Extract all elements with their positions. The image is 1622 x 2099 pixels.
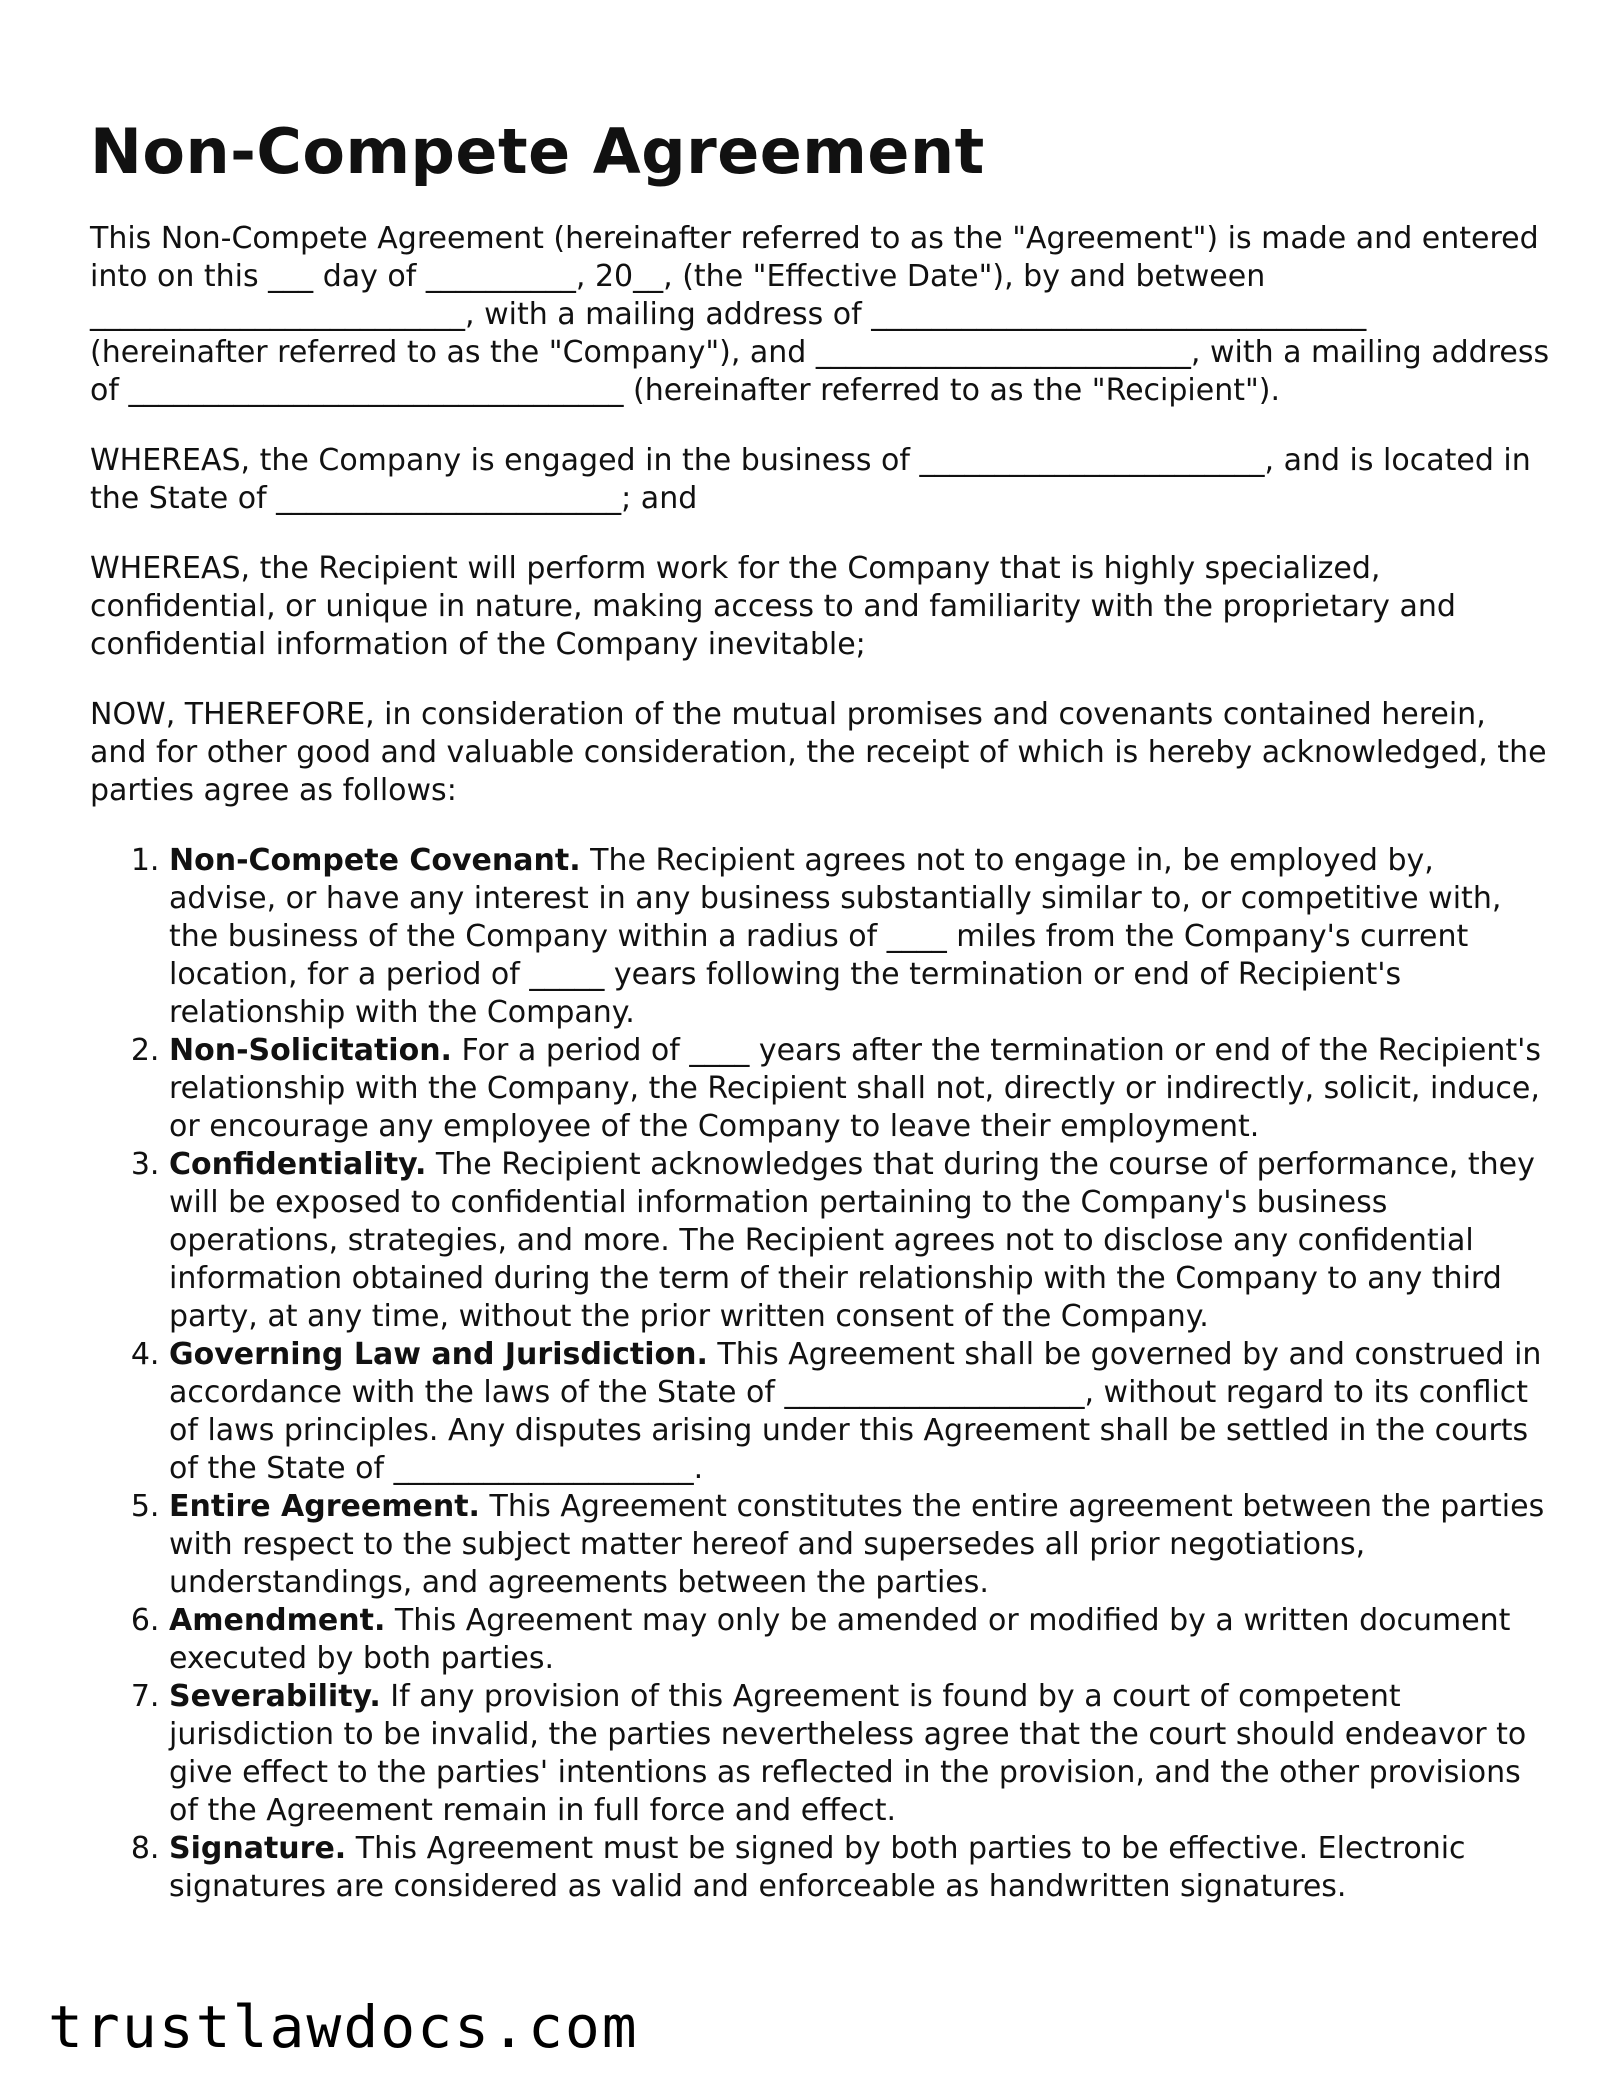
clause-item [169, 1488, 1550, 1602]
clause-item [169, 1336, 1550, 1488]
clause-heading: Governing Law and Jurisdiction. [169, 1337, 708, 1372]
clause-text: If any provision of this Agreement is found by a court of competent jurisdiction to be invalid, the parties nevertheless agree that the court should endeavor to give effect to the parties' intentions as reflected in the provision, and the other provisions of the Agreement remain in full force and effect. [169, 1679, 1527, 1828]
clause-text: The Recipient acknowledges that during the course of performance, they will be exposed to confidential information pertaining to the Company's business operations, strategies, and more. The Recipient agrees not to disclose any confidential information obtained during the term of their relationship with the Company to any third party, at any time, without the prior written consent of the Company. [169, 1147, 1535, 1334]
clause-heading: Amendment. [169, 1603, 386, 1638]
clause-heading: Non-Solicitation. [169, 1033, 452, 1068]
clause-list [90, 842, 1550, 1906]
clause-text: This Agreement shall be governed by and construed in accordance with the laws of the State of ____________________, without regard to its conflict of laws principles. Any disputes arising under this Agreement shall be settled in the courts of the State of ____________________. [169, 1337, 1542, 1486]
watermark: trustlawdocs.com [48, 1993, 639, 2061]
whereas-recipient-paragraph: WHEREAS, the Recipient will perform work for the Company that is highly specialized, confidential, or unique in nature, making access to and familiarity with the proprietary and confidential information of the Company inevitable; [90, 551, 1456, 662]
clause-item [169, 1032, 1550, 1146]
clause-item [169, 842, 1550, 1032]
document-title: Non-Compete Agreement [90, 115, 985, 188]
clause-heading: Confidentiality. [169, 1147, 427, 1182]
clause-text: This Agreement must be signed by both parties to be effective. Electronic signatures are considered as valid and enforceable as handwritten signatures. [169, 1831, 1466, 1904]
now-therefore-paragraph: NOW, THEREFORE, in consideration of the mutual promises and covenants contained herein, and for other good and valuable consideration, the receipt of which is hereby acknowledged, the parties agree as follows: [90, 697, 1547, 808]
clause-heading: Signature. [169, 1831, 347, 1866]
clause-item [169, 1830, 1550, 1906]
document-page [90, 112, 1550, 1906]
clause-heading: Non-Compete Covenant. [169, 843, 581, 878]
clause-text: The Recipient agrees not to engage in, be employed by, advise, or have any interest in any business substantially similar to, or competitive with, the business of the Company within a radius of ____ miles from the Company's current location, for a period of _____ years following the termination or end of Recipient's relationship with the Company. [169, 843, 1502, 1030]
clause-heading: Severability. [169, 1679, 381, 1714]
whereas-business-paragraph: WHEREAS, the Company is engaged in the business of _______________________, and is located in the State of _______________________; and [90, 443, 1531, 516]
clause-text: This Agreement may only be amended or modified by a written document executed by both parties. [169, 1603, 1511, 1676]
clause-heading: Entire Agreement. [169, 1489, 480, 1524]
clause-item [169, 1146, 1550, 1336]
clause-text: For a period of ____ years after the termination or end of the Recipient's relationship with the Company, the Recipient shall not, directly or indirectly, solicit, induce, or encourage any employee of the Company to leave their employment. [169, 1033, 1542, 1144]
intro-paragraph: This Non-Compete Agreement (hereinafter referred to as the "Agreement") is made and entered into on this ___ day of __________, 20__, (the "Effective Date"), by and between _________________________, with a mailing address of _________________________________ (hereinafter referred to as the "Company"), and _________________________, with a mailing address of _________________________________ (hereinafter referred to as the "Recipient"). [90, 221, 1550, 408]
clause-item [169, 1602, 1550, 1678]
clause-text: This Agreement constitutes the entire agreement between the parties with respect to the subject matter hereof and supersedes all prior negotiations, understandings, and agreements between the parties. [169, 1489, 1545, 1600]
clause-item [169, 1678, 1550, 1830]
